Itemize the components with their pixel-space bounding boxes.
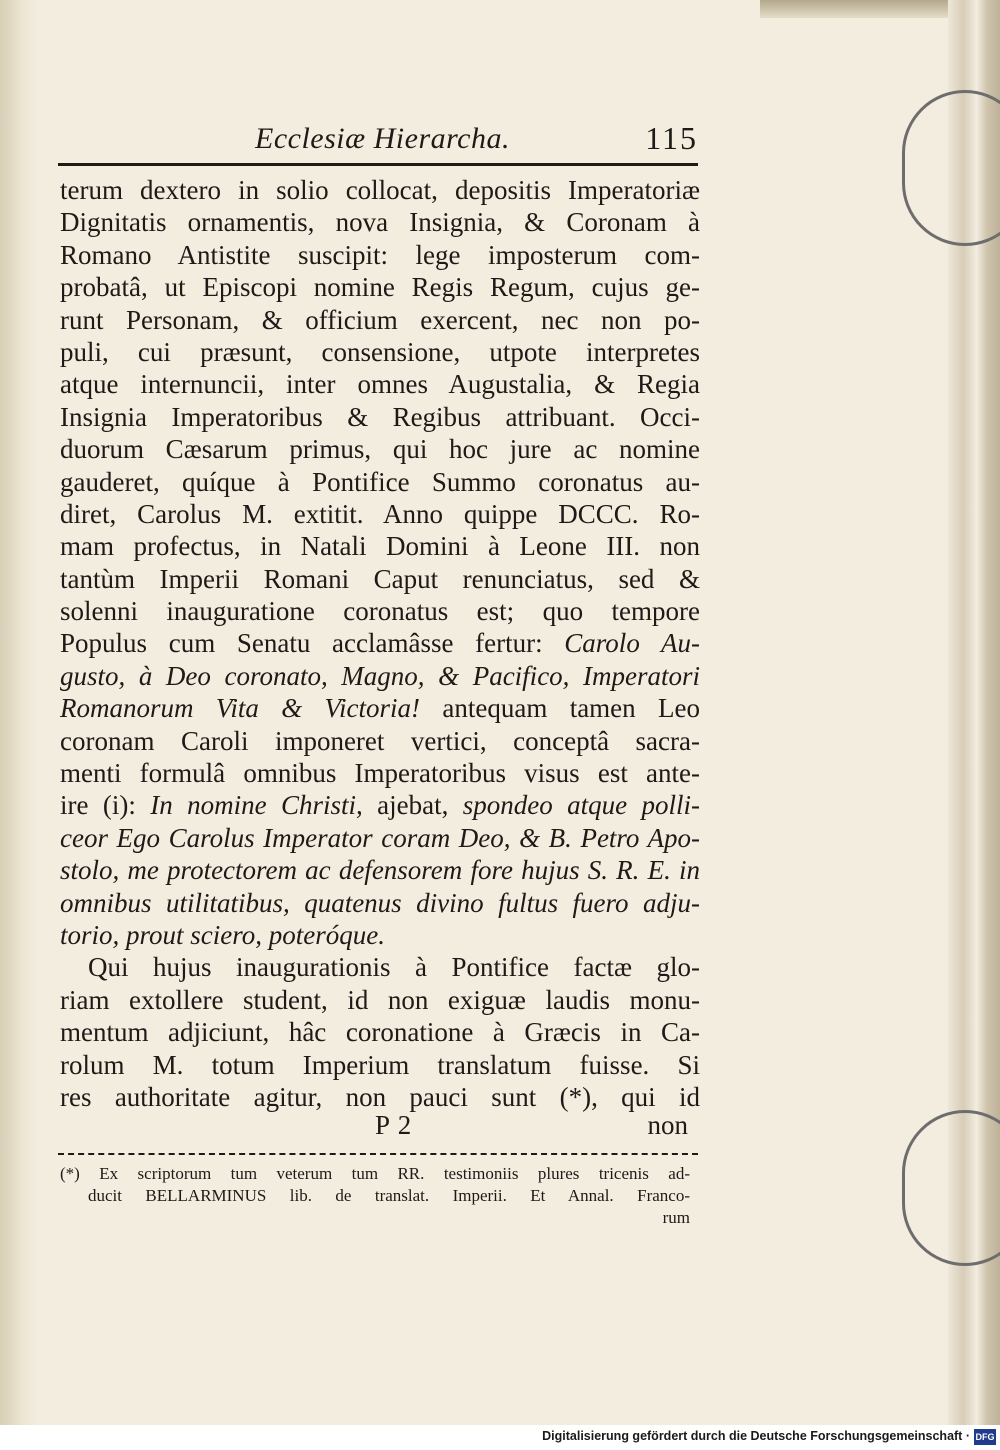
text-line: ceor Ego Carolus Imperator coram Deo, & B. Petro Apo- [60,822,700,853]
page-clip-bottom-icon [902,1110,1000,1266]
text-line: riam extollere student, id non exiguæ laudis monu- [60,984,700,1015]
funding-credit: Digitalisierung gefördert durch die Deutsche Forschungsgemeinschaft · [542,1429,970,1443]
text-line: duorum Cæsarum primus, qui hoc jure ac nomine [60,434,700,465]
body-text [60,174,700,1113]
text-line: gauderet, quíque à Pontifice Summo coronatus au- [60,466,700,497]
footnote [60,1163,690,1229]
header-rule [58,163,698,166]
footnote-line: ducit BELLARMINUS lib. de translat. Imperii. Et Annal. Franco- [88,1186,690,1205]
text-line: res authoritate agitur, non pauci sunt (*), qui id [60,1081,700,1112]
text-line: puli, cui præsunt, consensione, utpote interpretes [60,336,700,367]
dfg-logo-icon: DFG [974,1429,996,1445]
text-line: stolo, me protectorem ac defensorem fore hujus S. R. E. in [60,855,700,886]
credit-bar [0,1425,1000,1450]
text-line: rolum M. totum Imperium translatum fuisse. Si [60,1049,700,1080]
text-line: Dignitatis ornamentis, nova Insignia, & Coronam à [60,207,700,238]
running-head [60,122,700,162]
signature-mark: P 2 [375,1110,413,1140]
text-line: gusto, à Deo coronato, Magno, & Pacifico, Imperatori [60,660,700,691]
text-line: mam profectus, in Natali Domini à Leone III. non [60,531,700,562]
italic-segment: spondeo atque polli- [462,790,701,821]
text-line: tantùm Imperii Romani Caput renunciatus, sed & [60,563,700,594]
text-line: menti formulâ omnibus Imperatoribus visus est ante- [60,758,700,789]
text-line: diret, Carolus M. extitit. Anno quippe DCCC. Ro- [60,498,700,529]
spine-shadow [0,0,40,1425]
text-line: atque internuncii, inter omnes Augustalia, & Regia [60,369,700,400]
text-line: torio, prout sciero, poteróque. [60,919,385,950]
text-segment: antequam tamen Leo [442,693,701,724]
page-clip-top-icon [902,90,1000,246]
text-line [60,692,700,724]
text-line: coronam Caroli imponeret vertici, conceptâ sacra- [60,725,700,756]
footnote-line: (*) Ex scriptorum tum veterum tum RR. testimoniis plures tricenis ad- [60,1164,690,1183]
text-line: omnibus utilitatibus, quatenus divino fultus fuero adju- [60,887,700,918]
page-number: 115 [645,120,698,156]
text-line: Romano Antistite suscipit: lege imposterum com- [60,239,700,270]
signature-line [60,1110,700,1142]
footnote-catchword: rum [662,1208,690,1227]
text-line: terum dextero in solio collocat, depositis Imperatoriæ [60,175,700,205]
running-title: Ecclesiæ Hierarcha. [255,122,510,155]
italic-segment: In nomine Christi, [150,790,363,821]
catchword: non [647,1110,688,1140]
text-line: Insignia Imperatoribus & Regibus attribuant. Occi- [60,401,700,432]
text-line: Qui hujus inaugurationis à Pontifice factæ glo- [88,952,700,983]
text-line: mentum adjiciunt, hâc coronatione à Græcis in Ca- [60,1017,700,1048]
text-segment: ire (i): [60,790,136,821]
text-line [60,627,700,659]
italic-segment: Romanorum Vita & Victoria! [60,693,421,724]
text-line [60,789,700,821]
footnote-rule [58,1153,698,1155]
text-line: runt Personam, & officium exercent, nec non po- [60,304,700,335]
text-line: probatâ, ut Episcopi nomine Regis Regum, cujus ge- [60,272,700,303]
text-line: solenni inauguratione coronatus est; quo tempore [60,596,700,627]
italic-segment: Carolo Au- [564,628,700,659]
text-segment: ajebat, [377,790,449,821]
text-segment: Populus cum Senatu acclamâsse fertur: [60,628,543,659]
